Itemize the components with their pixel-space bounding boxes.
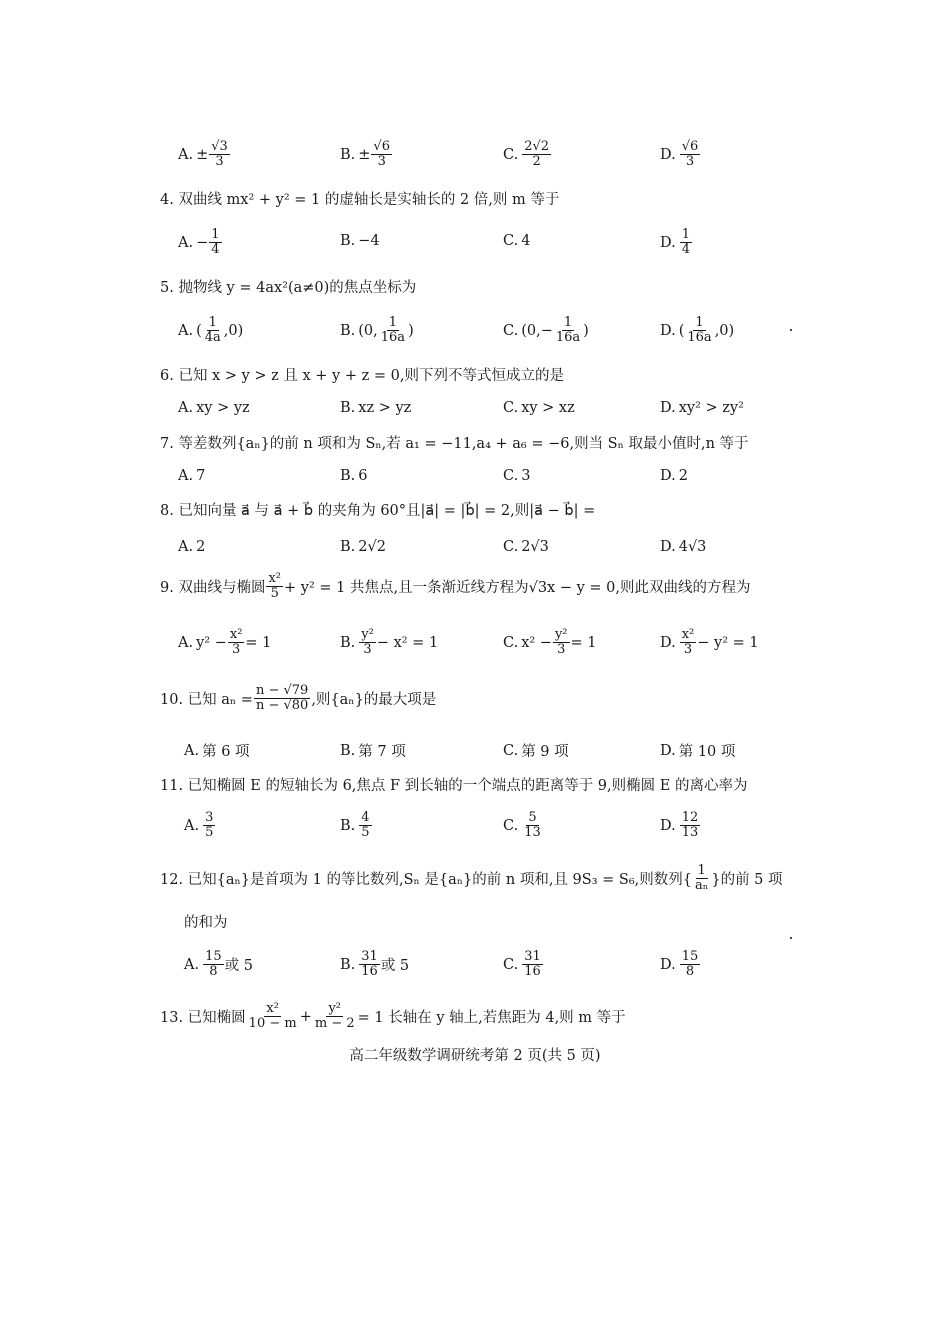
q7-stem: 7. 等差数列{aₙ}的前 n 项和为 Sₙ,若 a₁ = −11,a₄ + a₆ = −6,则当 Sₙ 取最小值时,n 等于 xyxy=(160,436,749,452)
scan-speck xyxy=(790,329,792,331)
q6-option-b: B. xz > yz xyxy=(340,400,412,416)
q9-option-d: D. $\frac{\text{x²}}{3}$ − y² = 1 xyxy=(660,627,759,657)
q4-option-d: D. $\frac{1}{4}$ xyxy=(660,227,690,257)
q10-option-c: C. 第 9 项 xyxy=(503,742,569,760)
q5-option-b: B. (0, $\frac{1}{16a}$ ) xyxy=(340,315,414,345)
q7-option-a: A. 7 xyxy=(178,468,206,484)
page-footer: 高二年级数学调研统考第 2 页(共 5 页) xyxy=(349,1048,601,1064)
q13-stem: 13. 已知椭圆 $\frac{\text{x²}}{10 - m}$ + $\frac{\text{y²}}{m - 2}$ = 1 长轴在 y 轴上,若焦距为 4,则 m 等于 xyxy=(160,1001,626,1031)
q4-stem: 4. 双曲线 mx² + y² = 1 的虚轴长是实轴长的 2 倍,则 m 等于 xyxy=(160,192,560,208)
q5-option-c: C. (0, − $\frac{1}{16a}$ ) xyxy=(503,315,589,345)
q10-stem: 10. 已知 aₙ = $\frac{n - √79}{n - √80}$ ,则{aₙ}的最大项是 xyxy=(160,683,437,713)
q11-stem: 11. 已知椭圆 E 的短轴长为 6,焦点 F 到长轴的一个端点的距离等于 9,则椭圆 E 的离心率为 xyxy=(160,778,748,794)
q7-option-b: B. 6 xyxy=(340,468,368,484)
q6-option-c: C. xy > xz xyxy=(503,400,575,416)
q8-option-b: B. 2√2 xyxy=(340,539,386,555)
q8-option-a: A. 2 xyxy=(178,539,206,555)
q10-option-a: A. 第 6 项 xyxy=(184,742,250,760)
q11-option-a: A. $\frac{3}{5}$ xyxy=(184,810,214,840)
q5-option-d: D. ( $\frac{1}{16a}$ ,0) xyxy=(660,315,735,345)
q11-option-c: C. $\frac{5}{13}$ xyxy=(503,810,541,840)
q4-option-c: C. 4 xyxy=(503,233,531,249)
q10-option-b: B. 第 7 项 xyxy=(340,742,406,760)
q5-option-a: A. ( $\frac{1}{4a}$ ,0) xyxy=(178,315,244,345)
q11-option-d: D. $\frac{12}{13}$ xyxy=(660,810,699,840)
scan-speck xyxy=(790,937,792,939)
q7-option-c: C. 3 xyxy=(503,468,531,484)
q12-option-b: B. $\frac{31}{16}$ 或 5 xyxy=(340,949,410,979)
q8-option-c: C. 2√3 xyxy=(503,539,549,555)
q8-option-d: D. 4√3 xyxy=(660,539,707,555)
q10-option-d: D. 第 10 项 xyxy=(660,742,736,760)
q11-option-b: B. $\frac{4}{5}$ xyxy=(340,810,370,840)
q4-option-a: A. − $\frac{1}{4}$ xyxy=(178,227,220,257)
q12-stem-line2: 的和为 xyxy=(184,915,228,931)
q3-option-a: A. ± $\frac{√3}{3}$ xyxy=(178,139,228,169)
q6-option-d: D. xy² > zy² xyxy=(660,400,744,416)
q5-stem: 5. 抛物线 y = 4ax²(a≠0)的焦点坐标为 xyxy=(160,280,417,296)
q12-option-c: C. $\frac{31}{16}$ xyxy=(503,949,541,979)
q9-option-a: A. y² − $\frac{\text{x²}}{3}$ = 1 xyxy=(178,627,272,657)
q9-option-c: C. x² − $\frac{\text{y²}}{3}$ = 1 xyxy=(503,627,597,657)
q8-stem: 8. 已知向量 a⃗ 与 a⃗ + b⃗ 的夹角为 60°且|a⃗| = |b⃗| = 2,则|a⃗ − b⃗| = xyxy=(160,503,596,519)
q4-option-b: B. −4 xyxy=(340,233,380,249)
q6-stem: 6. 已知 x > y > z 且 x + y + z = 0,则下列不等式恒成立的是 xyxy=(160,368,564,384)
q3-option-b: B. ± $\frac{√6}{3}$ xyxy=(340,139,390,169)
q12-option-d: D. $\frac{15}{8}$ xyxy=(660,949,699,979)
q3-option-c: C. $\frac{2√2}{2}$ xyxy=(503,139,550,169)
q12-option-a: A. $\frac{15}{8}$ 或 5 xyxy=(184,949,253,979)
q12-stem: 12. 已知{aₙ}是首项为 1 的等比数列,Sₙ 是{aₙ}的前 n 项和,且 9S₃ = S₆,则数列{ $\frac{1}{\text{aₙ}}$ }的前 5 项 xyxy=(160,863,783,893)
q3-option-d: D. $\frac{√6}{3}$ xyxy=(660,139,699,169)
q7-option-d: D. 2 xyxy=(660,468,688,484)
q9-option-b: B. $\frac{\text{y²}}{3}$ − x² = 1 xyxy=(340,627,439,657)
q6-option-a: A. xy > yz xyxy=(178,400,250,416)
q9-stem: 9. 双曲线与椭圆 $\frac{\text{x²}}{5}$ + y² = 1 共焦点,且一条渐近线方程为√3x − y = 0,则此双曲线的方程为 xyxy=(160,571,751,601)
